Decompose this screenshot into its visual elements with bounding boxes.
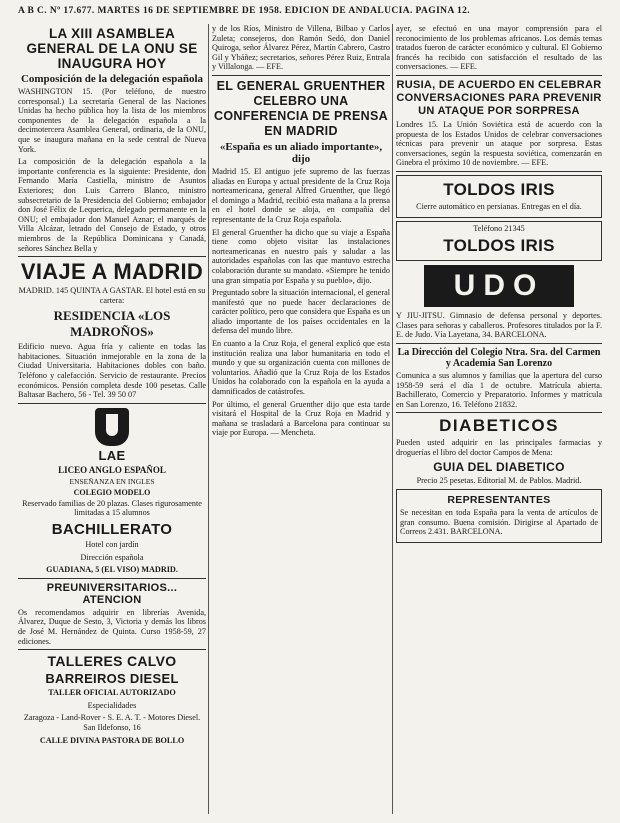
gruenther-paragraph: Preguntado sobre la situación internacional, el general manifestó que no puede hacer declaraciones de carácter político, pero que considera que España es un aliado importante de los países occidentales en la defensa del mundo libre.: [212, 288, 390, 336]
lae-brand: LAE: [98, 447, 126, 463]
toldos-text: Cierre automático en persianas. Entregas en el día.: [416, 201, 582, 211]
rusia-headline: RUSIA, DE ACUERDO EN CELEBRAR CONVERSACIONES PARA PREVENIR UN ATAQUE POR SORPRESA: [396, 78, 602, 117]
column-right: [396, 24, 602, 819]
lae-hotel: Hotel con jardín: [85, 540, 139, 550]
toldos-ad: [396, 175, 602, 218]
gruenther-quote: «España es un aliado importante», dijo: [219, 140, 383, 165]
representantes-ad: [396, 489, 602, 543]
udo-text: Y JIU-JITSU. Gimnasio de defensa personal y deportes. Clases para señoras y caballeros. Profesores titulados por la F. E. de Judo. Vía Layetana, 34. BARCELONA.: [396, 311, 602, 340]
lae-colegio: COLEGIO MODELO: [73, 487, 151, 497]
diabeticos-text: Pueden usted adquirir en las principales farmacias y droguerías el libro del doctor Campos de Mena:: [396, 438, 602, 457]
residencia-text: Edificio nuevo. Agua fría y caliente en todas las habitaciones. Situación inmejorable en la zona de la Ciudad Universitaria. Habitaciones dobles con baño. Teléfono y calefacción. Servicio de restaurante. Precios económicos. Pensión completa desde 100 pesetas. Calle Baltasar Bachero, 56 - Tel. 39 50 07: [18, 342, 206, 400]
lae-text: Reservado familias de 20 plazas. Clases rigurosamente limitadas a 15 alumnos: [22, 498, 202, 518]
gruenther-paragraph: Madrid 15. El antiguo jefe supremo de las fuerzas aliadas en Europa y actual presidente de la Cruz Roja norteamericana, general Alfred Gruenther, que llegó el domingo a Madrid, recibió esta mañana a la prensa en el hotel donde se aloja, en compañía del representante de la Cruz Roja española.: [212, 166, 390, 224]
divider: [212, 75, 390, 76]
representantes-text: Se necesitan en toda España para la venta de artículos de gran consumo. Buena comisión. Dirigirse al Apartado de Correos 2.431. BARCELONA.: [400, 508, 598, 537]
divider: [396, 343, 602, 344]
guia-title: GUIA DEL DIABETICO: [433, 460, 565, 475]
divider: [396, 412, 602, 413]
divider: [18, 649, 206, 650]
gruenther-paragraph: Por último, el general Gruenther dijo que esta tarde visitará el Hospital de la Cruz Roja en Madrid y mañana se trasladará a Barcelona para continuar su viaje por Europa. — Mencheta.: [212, 399, 390, 438]
lae-logo: [95, 408, 129, 446]
talleres-line: Especialidades: [87, 700, 137, 710]
colegio-text: Comunica a sus alumnos y familias que la apertura del curso 1958-59 será el día 1 de octubre. Matrícula abierta. Bachillerato, Comercio y Preparatorio. Informes y matrícula en San Lorenzo, 16. Teléfono 21832.: [396, 370, 602, 409]
continuation-text: y de los Ríos, Ministro de Villena, Bilbao y Carlos Zuleta; consejeros, don Ramón Sedó, don Daniel Quiroga, señor Álvarez Pérez, Martín Cabrero, Castro Gil y Ybáñez; secretarios, señores Pérez Ruiz, Entrala y Villalonga. — EFE.: [212, 24, 390, 72]
preuni-headline: PREUNIVERSITARIOS... ATENCION: [46, 581, 178, 606]
diabeticos-headline: DIABETICOS: [439, 416, 559, 436]
viaje-line: MADRID. 145 QUINTA A GASTAR. El hotel está en su cartera:: [18, 286, 206, 305]
talleres-line: TALLER OFICIAL AUTORIZADO: [48, 688, 176, 698]
page-header: A B C. Nº 17.677. MARTES 16 DE SEPTIEMBRE DE 1958. EDICION DE ANDALUCIA. PAGINA 12.: [18, 6, 471, 16]
representantes-headline: REPRESENTANTES: [447, 494, 551, 507]
divider: [18, 578, 206, 579]
toldos-line: Teléfono 21345: [473, 223, 525, 233]
divider: [396, 171, 602, 172]
toldos-headline: TOLDOS IRIS: [443, 179, 555, 199]
gruenther-headline: EL GENERAL GRUENTHER CELEBRO UNA CONFERENCIA DE PRENSA EN MADRID: [214, 78, 388, 138]
lae-dir: Dirección española: [80, 552, 144, 562]
colegio-headline: La Dirección del Colegio Ntra. Sra. del Carmen y Academia San Lorenzo: [397, 346, 601, 369]
toldos-headline: TOLDOS IRIS: [443, 236, 555, 256]
continuation-text: ayer, se efectuó en una mayor comprensión para el reconocimiento de los problemas africanos. Los demás temas tratados fueron de carácter económico y cultural. El Gobierno francés ha recibido con satisfacción el resultado de las conversaciones. — EFE.: [396, 24, 602, 72]
gruenther-paragraph: El general Gruenther ha dicho que su viaje a España tiene como objeto visitar las instalaciones norteamericanas en nuestro país y saludar a las autoridades españolas con las que mantuvo estrecha colaboración durante su mandato. «Siempre he tenido una gran simpatía por España y su pueblo», dijo.: [212, 227, 390, 285]
gruenther-paragraph: En cuanto a la Cruz Roja, el general explicó que esta institución realiza una labor humanitaria en todo el mundo y que su organización cuenta con millones de voluntarios. Añadió que la Cruz Roja de los Estados Unidos ha colaborado con la española en la ayuda a damnificados de catástrofes.: [212, 339, 390, 397]
residencia-title: RESIDENCIA «LOS MADROÑOS»: [53, 308, 171, 340]
rusia-text: Londres 15. La Unión Soviética está de acuerdo con la propuesta de los Estados Unidos de celebrar conversaciones técnicas para prevenir un ataque por sorpresa. Estas conversaciones, según la respuesta soviética, comenzarán en Ginebra el próximo 10 de noviembre. — EFE.: [396, 119, 602, 168]
talleres-line: Zaragoza - Land-Rover - S. E. A. T. - Motores Diesel. San Ildefonso, 16: [23, 713, 201, 732]
talleres-line: CALLE DIVINA PASTORA DE BOLLO: [39, 735, 185, 745]
toldos-ad: [396, 221, 602, 262]
lae-address: GUADIANA, 5 (EL VISO) MADRID.: [46, 565, 178, 575]
column-rule: [208, 24, 209, 814]
divider: [18, 256, 206, 257]
onu-subhead: Composición de la delegación española: [20, 73, 204, 85]
talleres-sub: BARREIROS DIESEL: [45, 671, 179, 687]
diabeticos-footer: Precio 25 pesetas. Editorial M. de Pablos. Madrid.: [416, 476, 582, 486]
column-left: [18, 24, 206, 819]
column-rule: [392, 24, 393, 814]
lae-sub: ENSEÑANZA EN INGLES: [69, 476, 155, 486]
lae-name: LICEO ANGLO ESPAÑOL: [58, 464, 166, 475]
viaje-headline: VIAJE A MADRID: [20, 259, 204, 285]
divider: [396, 75, 602, 76]
divider: [18, 403, 206, 404]
onu-headline: LA XIII ASAMBLEA GENERAL DE LA ONU SE INAUGURA HOY: [26, 26, 198, 71]
talleres-headline: TALLERES CALVO: [47, 653, 177, 670]
onu-paragraph: La composición de la delegación española a la importante conferencia es la siguiente: Presidente, don Fernando María Castiella, ministro de Asuntos Exteriores; don Luis Carrero Blanco, ministro subsecretario de la Presidencia del Gobierno; embajador don José Félix de Lequerica, delegado permanente en la ONU; el embajador don Manuel Aznar; el marqués de Villa Alcázar, letrado del Consejo de Estado, y otros miembros de la República Dominicana y Canadá, señores Sánchez Bella y: [18, 157, 206, 253]
preuni-text: Os recomendamos adquirir en librerías Avenida, Álvarez, Duque de Sesto, 3, Victoria y demás los libros de José M. Hernández de Quinta. Curso 1958-59, 27 ediciones.: [18, 607, 206, 646]
bachillerato-title: BACHILLERATO: [51, 521, 173, 539]
udo-banner: UDO: [424, 265, 574, 307]
onu-paragraph: WASHINGTON 15. (Por teléfono, de nuestro corresponsal.) La secretaría General de las Naciones Unidas ha hecho pública hoy la lista de los miembros componentes de la delegación española a la decimotercera Asamblea General, ordinaria, de la ONU, que se inaugura mañana en la sede central de Nueva York.: [18, 87, 206, 154]
column-middle: [212, 24, 390, 819]
